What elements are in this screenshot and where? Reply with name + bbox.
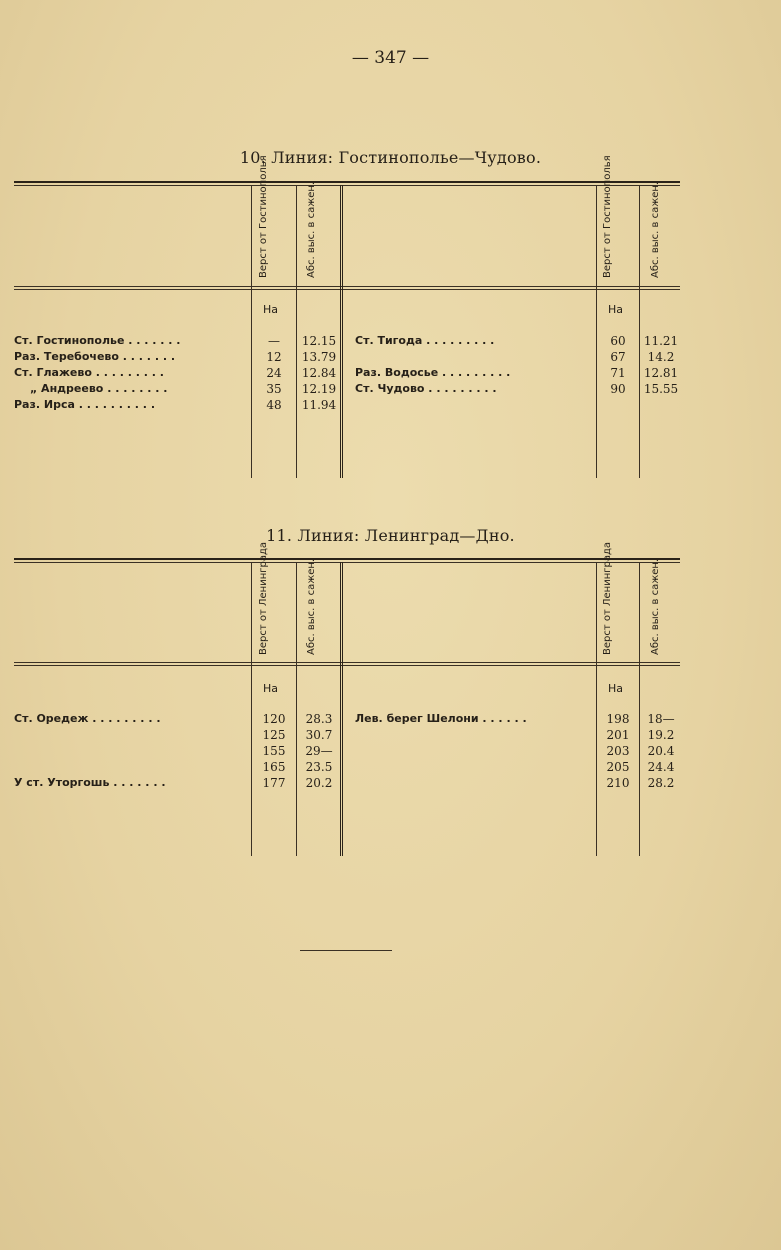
center-divider [340,562,343,856]
station-name: „ Андреево . . . . . . . . [30,382,168,395]
column-divider [296,185,297,478]
ha-label: На [608,682,624,695]
altitude-value: 19.2 [647,728,675,742]
station-name: Раз. Водосье . . . . . . . . . [355,366,511,379]
altitude-value: 20.2 [305,776,333,790]
verst-value: 155 [262,744,286,758]
ha-label: На [263,303,279,316]
altitude-value: 11.94 [301,398,337,412]
altitude-value: 12.81 [643,366,679,380]
altitude-value: 23.5 [305,760,333,774]
station-name: Ст. Чудово . . . . . . . . . [355,382,497,395]
header-alt-right: Абс. выс. в сажен. [650,558,661,655]
verst-value: 48 [266,398,282,412]
station-name: Лев. берег Шелони . . . . . . [355,712,527,725]
verst-value: 12 [266,350,282,364]
header-verst-right: Верст от Ленинграда [602,541,613,655]
verst-value: 71 [610,366,626,380]
altitude-value: 13.79 [301,350,337,364]
table-top-rule-inner [14,562,680,563]
header-verst-right: Верст от Гостинополья [602,155,613,278]
header-rule-inner [14,665,680,666]
header-rule-inner [14,289,680,290]
verst-value: 67 [610,350,626,364]
table-top-rule [14,558,680,560]
verst-value: 90 [610,382,626,396]
altitude-value: 20.4 [647,744,675,758]
column-divider [296,562,297,856]
altitude-value: 29— [305,744,333,758]
verst-value: — [268,334,280,348]
header-rule [14,286,680,287]
verst-value: 35 [266,382,282,396]
table-top-rule [14,181,680,183]
verst-value: 201 [606,728,630,742]
station-name: Ст. Тигода . . . . . . . . . [355,334,495,347]
closing-rule [300,950,392,951]
altitude-value: 15.55 [643,382,679,396]
header-alt-left: Абс. выс. в сажен. [306,181,317,278]
column-divider [596,185,597,478]
verst-value: 24 [266,366,282,380]
verst-value: 60 [610,334,626,348]
altitude-value: 12.84 [301,366,337,380]
verst-value: 120 [262,712,286,726]
ha-label: На [263,682,279,695]
altitude-value: 12.19 [301,382,337,396]
header-verst-left: Верст от Ленинграда [258,541,269,655]
verst-value: 177 [262,776,286,790]
verst-value: 210 [606,776,630,790]
table-top-rule-inner [14,185,680,186]
altitude-value: 28.3 [305,712,333,726]
altitude-value: 30.7 [305,728,333,742]
table-title: 10. Линия: Гостинополье—Чудово. [239,148,542,167]
station-name: Ст. Оредеж . . . . . . . . . [14,712,161,725]
altitude-value: 14.2 [647,350,675,364]
column-divider [251,562,252,856]
header-rule [14,662,680,663]
header-verst-left: Верст от Гостинополья [258,155,269,278]
altitude-value: 24.4 [647,760,675,774]
table-title: 11. Линия: Ленинград—Дно. [266,526,515,545]
altitude-value: 28.2 [647,776,675,790]
column-divider [639,562,640,856]
verst-value: 198 [606,712,630,726]
station-name: Ст. Гостинополье . . . . . . . [14,334,181,347]
station-name: Раз. Ирса . . . . . . . . . . [14,398,155,411]
column-divider [596,562,597,856]
altitude-value: 12.15 [301,334,337,348]
verst-value: 165 [262,760,286,774]
column-divider [251,185,252,478]
header-alt-right: Абс. выс. в сажен. [650,181,661,278]
station-name: Ст. Глажево . . . . . . . . . [14,366,164,379]
verst-value: 205 [606,760,630,774]
center-divider [340,185,343,478]
station-name: У ст. Уторгошь . . . . . . . [14,776,166,789]
ha-label: На [608,303,624,316]
header-alt-left: Абс. выс. в сажен. [306,558,317,655]
verst-value: 125 [262,728,286,742]
page-number: — 347 — [351,48,430,68]
column-divider [639,185,640,478]
altitude-value: 11.21 [643,334,679,348]
altitude-value: 18— [647,712,675,726]
station-name: Раз. Теребочево . . . . . . . [14,350,176,363]
verst-value: 203 [606,744,630,758]
